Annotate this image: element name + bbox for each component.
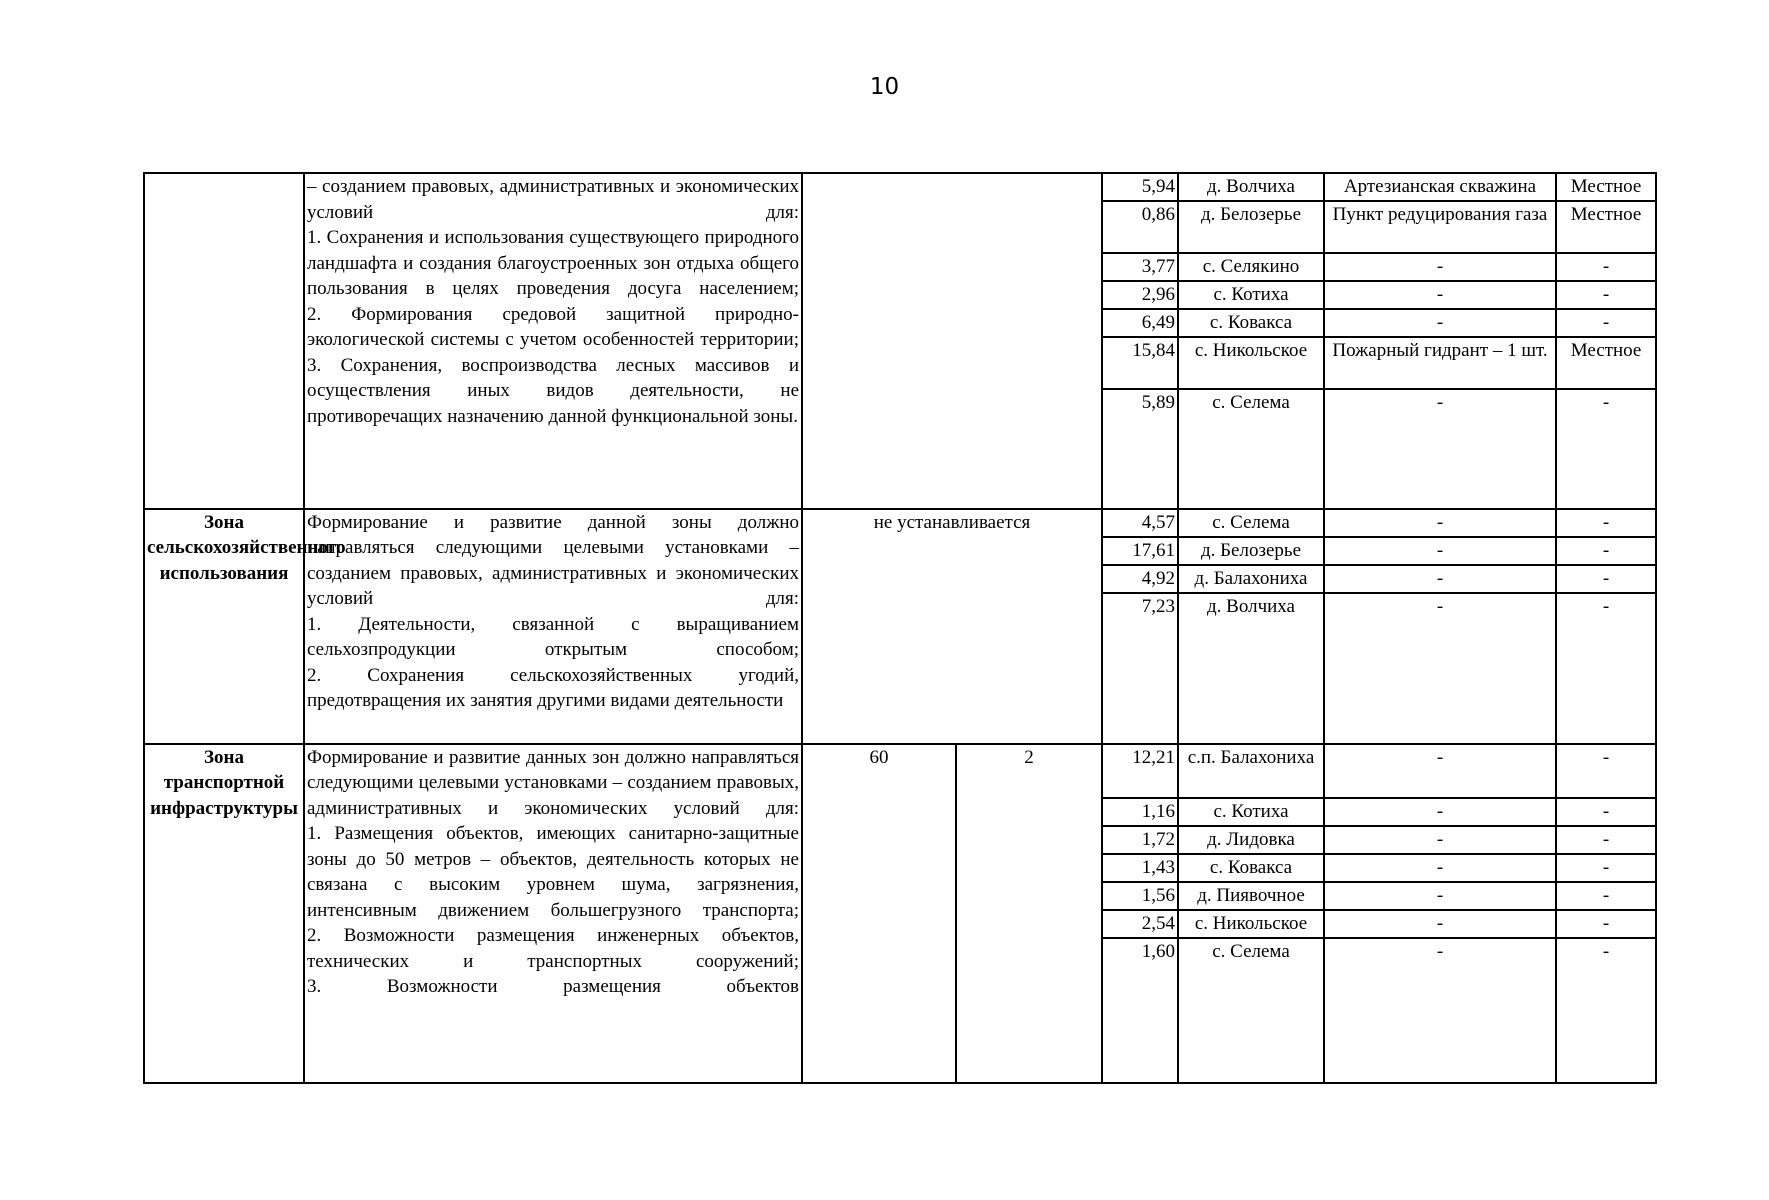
object-cell: - [1324,565,1556,593]
locality-cell: с.п. Балахониха [1178,744,1324,798]
description-paragraph: 2. Возможности размещения инженерных объектов, технических и транспортных сооружений; [307,925,799,972]
area-cell: 12,21 [1102,744,1178,798]
description-paragraph: 2. Формирования средовой защитной природно-экологической системы с учетом особенностей территории; [307,303,799,350]
description-paragraph: Формирование и развитие данной зоны должно направляться следующими целевыми установками – созданием правовых, административных и экономических условий для: [307,511,799,609]
area-cell: 2,96 [1102,281,1178,309]
zone-name [144,173,304,509]
significance-cell: - [1556,593,1656,744]
object-cell: - [1324,593,1556,744]
table-row [144,509,1656,537]
area-cell: 17,61 [1102,537,1178,565]
area-cell: 3,77 [1102,253,1178,281]
object-cell: - [1324,309,1556,337]
description-paragraph: 3. Возможности размещения объектов [307,976,799,997]
area-cell: 1,72 [1102,826,1178,854]
locality-cell: с. Селема [1178,938,1324,1083]
table-row [144,173,1656,201]
significance-cell: - [1556,938,1656,1083]
significance-cell: - [1556,253,1656,281]
zones-table [143,172,1657,1084]
description-paragraph: 1. Деятельности, связанной с выращиванием сельхозпродукции открытым способом; [307,613,799,660]
object-cell: - [1324,826,1556,854]
zone-description [304,744,802,1083]
locality-cell: с. Никольское [1178,337,1324,389]
object-cell: Пожарный гидрант – 1 шт. [1324,337,1556,389]
area-cell: 4,92 [1102,565,1178,593]
significance-cell: - [1556,826,1656,854]
area-cell: 1,16 [1102,798,1178,826]
description-paragraph: Формирование и развитие данных зон должно направляться следующими целевыми установками – созданием правовых, административных и экономических условий для: [307,746,799,819]
page-number: 10 [869,74,900,100]
significance-cell: Местное [1556,173,1656,201]
height-limit: не устанавливается [802,509,1102,744]
locality-cell: д. Белозерье [1178,537,1324,565]
significance-cell: - [1556,744,1656,798]
significance-cell: - [1556,565,1656,593]
zone-description [304,173,802,509]
zone-name: Зона сельскохозяйственного использования [144,509,304,744]
locality-cell: с. Селема [1178,509,1324,537]
locality-cell: д. Белозерье [1178,201,1324,253]
area-cell: 7,23 [1102,593,1178,744]
significance-cell: - [1556,389,1656,509]
significance-cell: - [1556,854,1656,882]
area-cell: 0,86 [1102,201,1178,253]
max-height: 60 [802,744,956,1083]
object-cell: - [1324,938,1556,1083]
object-cell: - [1324,537,1556,565]
object-cell: - [1324,509,1556,537]
description-paragraph: 1. Сохранения и использования существующего природного ландшафта и создания благоустроенных зон отдыха общего пользования в целях проведения досуга населением; [307,227,799,299]
zone-name: Зона транспортной инфраструктуры [144,744,304,1083]
locality-cell: с. Селема [1178,389,1324,509]
locality-cell: с. Котиха [1178,281,1324,309]
object-cell: - [1324,882,1556,910]
area-cell: 1,56 [1102,882,1178,910]
object-cell: - [1324,910,1556,938]
description-paragraph: 1. Размещения объектов, имеющих санитарно-защитные зоны до 50 метров – объектов, деятельность которых не связана с высоким уровнем шума, загрязнения, интенсивным движением большегрузного транспорта; [307,823,799,921]
locality-cell: д. Волчиха [1178,593,1324,744]
locality-cell: с. Селякино [1178,253,1324,281]
significance-cell: - [1556,537,1656,565]
significance-cell: - [1556,309,1656,337]
object-cell: Пункт редуцирования газа [1324,201,1556,253]
object-cell: - [1324,798,1556,826]
area-cell: 1,43 [1102,854,1178,882]
description-paragraph: – созданием правовых, административных и экономических условий для: [307,176,799,223]
locality-cell: с. Никольское [1178,910,1324,938]
object-cell: - [1324,281,1556,309]
max-floors: 2 [956,744,1102,1083]
locality-cell: д. Пиявочное [1178,882,1324,910]
significance-cell: - [1556,509,1656,537]
area-cell: 6,49 [1102,309,1178,337]
object-cell: Артезианская скважина [1324,173,1556,201]
locality-cell: д. Волчиха [1178,173,1324,201]
significance-cell: - [1556,798,1656,826]
locality-cell: д. Балахониха [1178,565,1324,593]
significance-cell: Местное [1556,337,1656,389]
significance-cell: Местное [1556,201,1656,253]
object-cell: - [1324,744,1556,798]
area-cell: 5,89 [1102,389,1178,509]
area-cell: 1,60 [1102,938,1178,1083]
significance-cell: - [1556,882,1656,910]
height-limit [802,173,1102,509]
locality-cell: с. Ковакса [1178,854,1324,882]
significance-cell: - [1556,910,1656,938]
zone-description [304,509,802,744]
area-cell: 5,94 [1102,173,1178,201]
object-cell: - [1324,253,1556,281]
locality-cell: с. Котиха [1178,798,1324,826]
area-cell: 2,54 [1102,910,1178,938]
area-cell: 15,84 [1102,337,1178,389]
area-cell: 4,57 [1102,509,1178,537]
object-cell: - [1324,854,1556,882]
object-cell: - [1324,389,1556,509]
locality-cell: с. Ковакса [1178,309,1324,337]
description-paragraph: 3. Сохранения, воспроизводства лесных массивов и осуществления иных видов деятельности, не противоречащих назначению данной функциональной зоны. [307,354,799,427]
locality-cell: д. Лидовка [1178,826,1324,854]
table-row [144,744,1656,798]
significance-cell: - [1556,281,1656,309]
description-paragraph: 2. Сохранения сельскохозяйственных угодий, предотвращения их занятия другими видами деятельности [307,664,799,711]
